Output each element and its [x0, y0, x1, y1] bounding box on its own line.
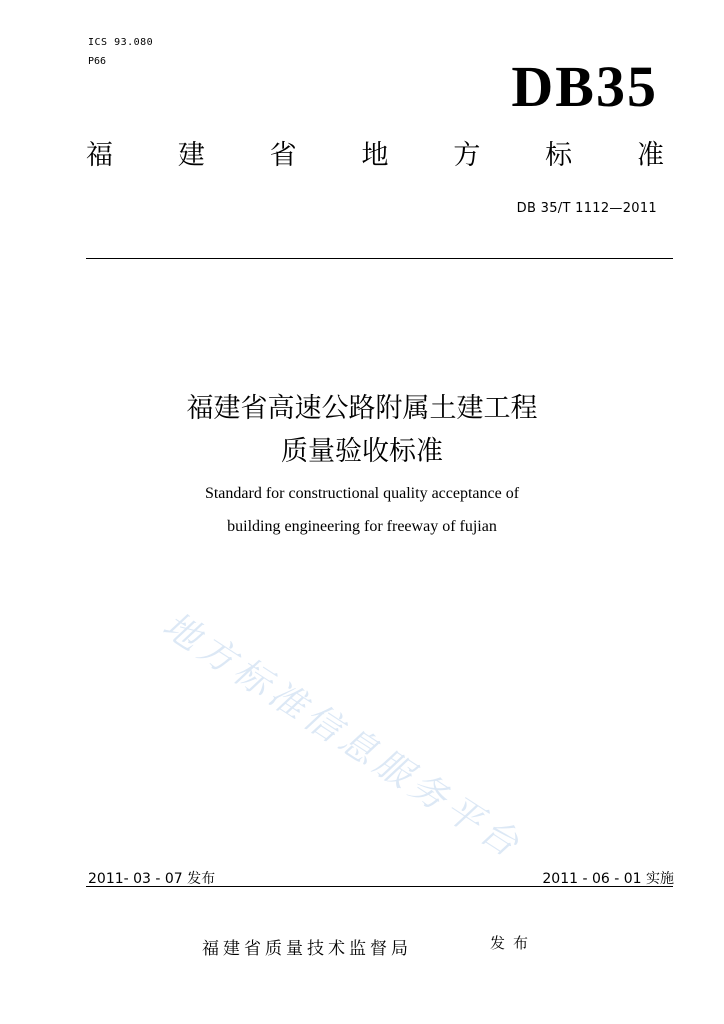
title-chinese-line-2: 质量验收标准 — [281, 436, 443, 467]
issue-label: 发布 — [490, 934, 537, 952]
standard-type-char: 方 — [453, 140, 481, 171]
standard-type-char: 准 — [636, 140, 664, 171]
standard-code-logo: DB35 — [511, 54, 658, 119]
watermark-text: 地方标准信息服务平台 — [155, 604, 530, 868]
footer-divider — [86, 886, 673, 887]
standard-type-char: 地 — [361, 140, 389, 171]
title-english-line-1: Standard for constructional quality acceptance of — [204, 485, 520, 502]
issue-date: 2011- 03 - 07 发布 — [88, 871, 216, 887]
title-chinese-line-1: 福建省高速公路附属土建工程 — [186, 393, 538, 424]
ccs-code: P66 — [88, 56, 107, 67]
title-english-line-2: building engineering for freeway of fujian — [227, 518, 497, 535]
implementation-date: 2011 - 06 - 01 实施 — [542, 871, 674, 887]
ics-code: ICS 93.080 — [88, 37, 154, 48]
standard-type-char: 标 — [545, 140, 573, 171]
standard-number: DB 35/T 1112—2011 — [516, 201, 657, 216]
standard-type-char: 福 — [86, 140, 113, 171]
standard-type — [86, 140, 664, 172]
standard-type-char: 建 — [177, 140, 205, 171]
standard-type-char: 省 — [269, 140, 297, 171]
header-divider — [86, 258, 673, 259]
issuing-authority: 福建省质量技术监督局 — [202, 939, 412, 959]
